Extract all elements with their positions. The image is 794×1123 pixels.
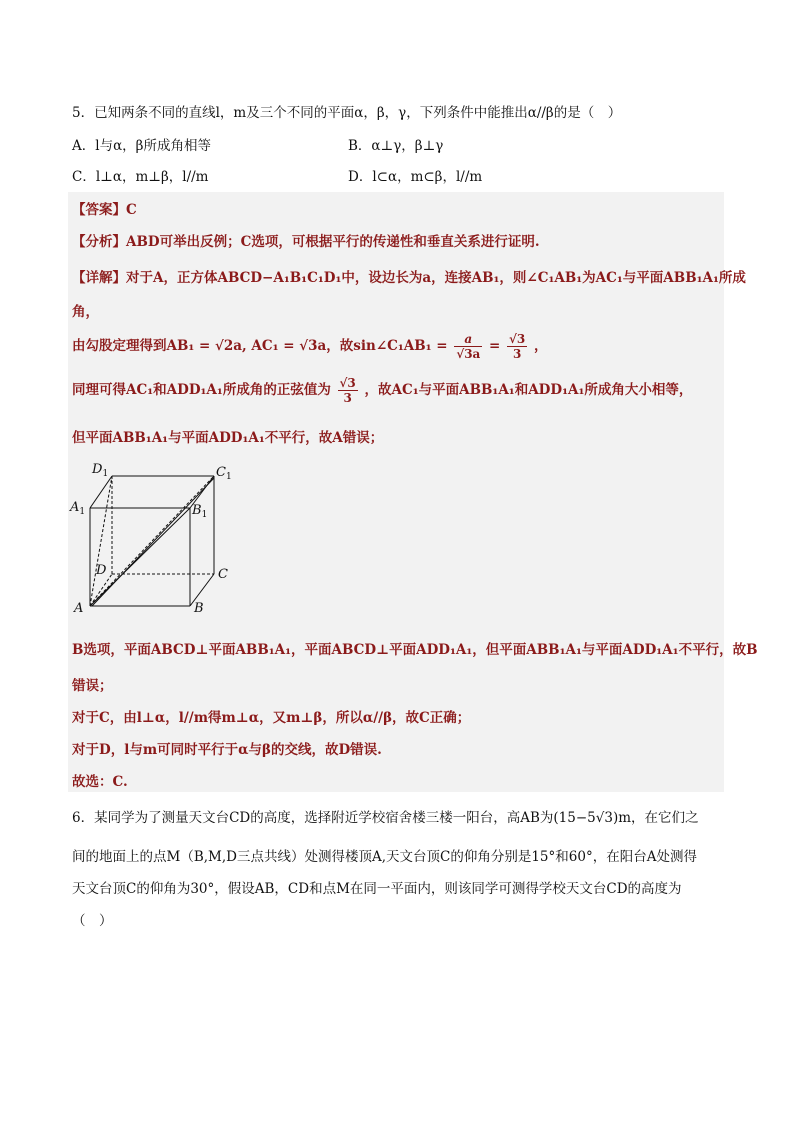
option-b-line-1: B选项，平面ABCD⊥平面ABB₁A₁，平面ABCD⊥平面ADD₁A₁，但平面ABB₁A₁与平面ADD₁A₁不平行，故B bbox=[72, 642, 758, 658]
detail-line-4-text: 同理可得AC₁和ADD₁A₁所成角的正弦值为 bbox=[72, 382, 331, 398]
diagonal-AC1-solid bbox=[92, 478, 214, 606]
q5-stem: 5．已知两条不同的直线l，m及三个不同的平面α，β，γ，下列条件中能推出α//β的是（ ） bbox=[72, 105, 622, 121]
final-choice-line: 故选：C. bbox=[72, 774, 128, 790]
fraction-numerator: a bbox=[454, 332, 482, 347]
detail-line-5: 但平面ABB₁A₁与平面ADD₁A₁不平行，故A错误； bbox=[72, 430, 384, 446]
option-b-line-2: 错误； bbox=[72, 678, 113, 694]
detail-line-1: 【详解】对于A，正方体ABCD−A₁B₁C₁D₁中，设边长为a，连接AB₁，则∠C₁AB₁为AC₁与平面ABB₁A₁所成 bbox=[72, 270, 746, 286]
detail-line-3-text: 由勾股定理得到AB₁ = √2a, AC₁ = √3a，故sin∠C₁AB₁ = bbox=[72, 338, 448, 354]
q6-line-3: 天文台顶C的仰角为30°，假设AB，CD和点M在同一平面内，则该同学可测得学校天文台CD的高度为 bbox=[72, 881, 682, 897]
fraction-numerator: √3 bbox=[339, 376, 356, 390]
label-A: A bbox=[74, 601, 84, 616]
detail-line-4-rest: ，故AC₁与平面ABB₁A₁和ADD₁A₁所成角大小相等， bbox=[364, 382, 693, 398]
q6-line-2: 间的地面上的点M（B,M,D三点共线）处测得楼顶A,天文台顶C的仰角分别是15°和60°，在阳台A处测得 bbox=[72, 849, 697, 865]
label-B: B bbox=[194, 601, 204, 616]
option-d-line: 对于D，l与m可同时平行于α与β的交线，故D错误. bbox=[72, 742, 382, 758]
analysis-line: 【分析】ABD可举出反例；C选项，可根据平行的传递性和垂直关系进行证明. bbox=[72, 234, 540, 250]
fraction-numerator: √3 bbox=[509, 332, 526, 346]
q5-option-c: C．l⊥α，m⊥β，l//m bbox=[72, 169, 209, 185]
label-D1: $D_1$ bbox=[92, 462, 109, 479]
label-D: D bbox=[96, 563, 107, 578]
label-C1: $C_1$ bbox=[216, 465, 232, 482]
answer-line: 【答案】C bbox=[72, 202, 137, 218]
fraction-denominator: √3a bbox=[456, 347, 481, 361]
q6-line-1: 6．某同学为了测量天文台CD的高度，选择附近学校宿舍楼三楼一阳台，高AB为(15−5√3)m，在它们之 bbox=[72, 810, 699, 826]
equals-sign: = bbox=[489, 338, 501, 354]
edge-AD bbox=[90, 574, 112, 606]
fraction-denominator: 3 bbox=[512, 347, 522, 361]
detail-line-2: 角， bbox=[72, 304, 99, 320]
fraction-root3-over-3 bbox=[338, 376, 358, 405]
fraction-denominator: 3 bbox=[343, 391, 352, 405]
label-A1: $A_1$ bbox=[70, 500, 86, 517]
detail-line-4 bbox=[72, 376, 692, 405]
detail-line-3 bbox=[72, 332, 548, 361]
q6-line-4: （ ） bbox=[72, 913, 113, 929]
cube-diagram bbox=[68, 456, 238, 616]
label-B1: $B_1$ bbox=[192, 503, 208, 520]
diagonal-AB1 bbox=[90, 508, 190, 606]
fraction-root3-over-3 bbox=[507, 332, 527, 361]
label-C: C bbox=[218, 567, 228, 582]
fraction-a-over-root3a bbox=[454, 332, 482, 361]
option-c-line: 对于C，由l⊥α，l//m得m⊥α，又m⊥β，所以α//β，故C正确； bbox=[72, 710, 471, 726]
detail-line-3-end: ， bbox=[534, 338, 548, 354]
q5-option-b: B．α⊥γ，β⊥γ bbox=[348, 138, 444, 154]
q5-option-a: A．l与α，β所成角相等 bbox=[72, 138, 211, 154]
edge-A1D1 bbox=[90, 476, 112, 508]
q5-option-d: D．l⊂α，m⊂β，l//m bbox=[348, 169, 483, 185]
